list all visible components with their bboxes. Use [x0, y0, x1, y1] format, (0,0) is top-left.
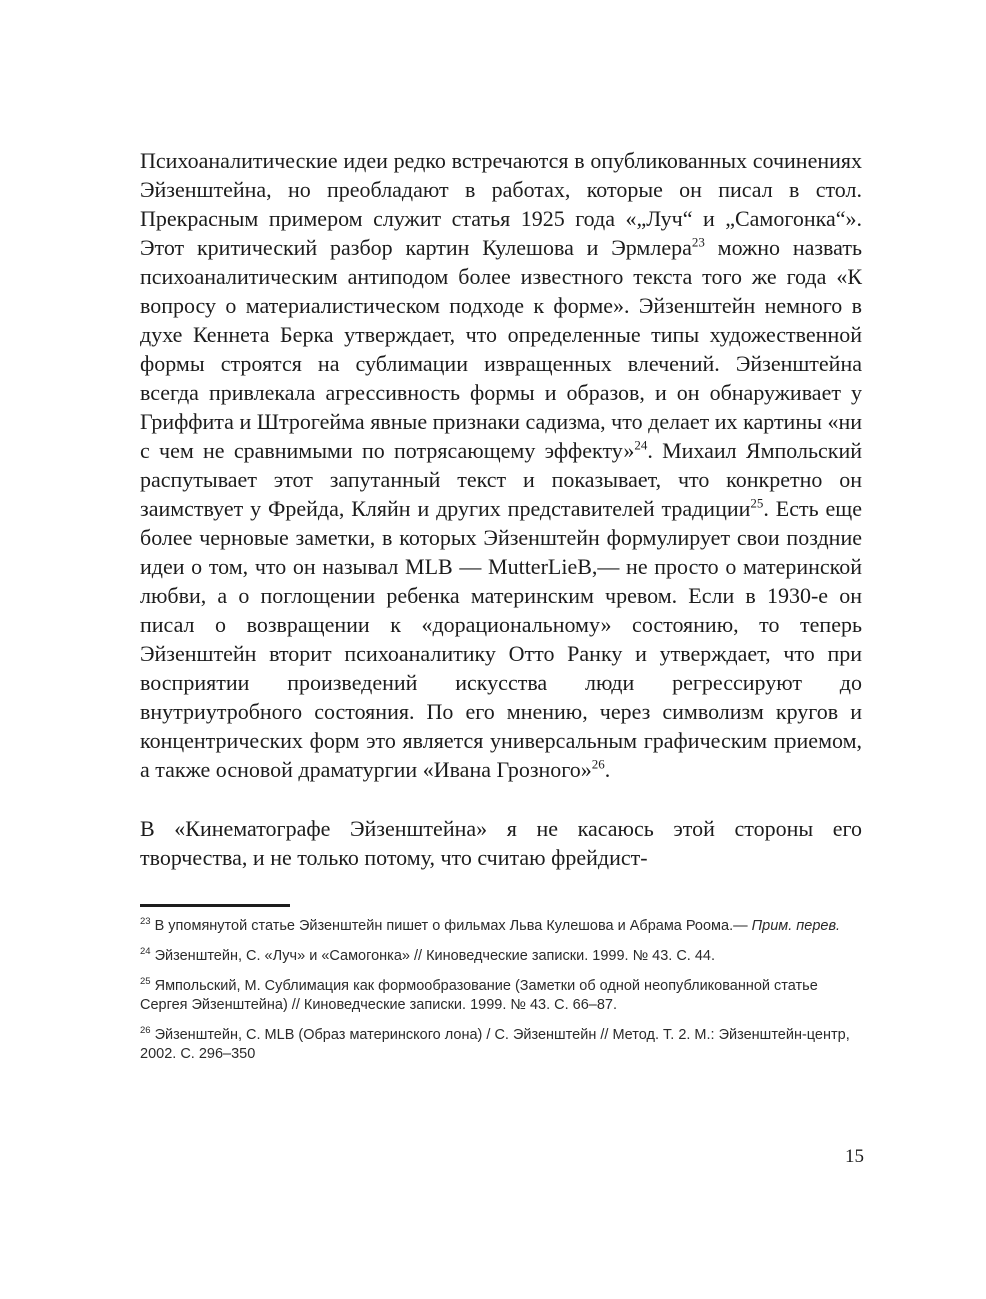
footnote-ref: 24 — [634, 437, 648, 453]
text-column — [140, 146, 862, 1075]
footnote: $^{24}$ Эйзенштейн, С. «Луч» и «Самогонка» // Киноведческие записки. 1999. № 43. С. 44. — [140, 946, 716, 964]
footnote-marker: 24 — [140, 946, 151, 958]
footnote: $^{25}$ Ямпольский, М. Сублимация как формообразование (Заметки об одной неопубликованной статье Сергея Эйзенштейна) // Киноведческие записки. 1999. № 43. С. 66–87. — [140, 976, 818, 1013]
footnote-ref: 23 — [691, 234, 705, 250]
page-number: 15 — [845, 1146, 864, 1167]
footnote-marker: 26 — [140, 1025, 151, 1037]
body-paragraph-1: Психоаналитические идеи редко встречаются в опубликованных сочинениях Эйзенштейна, но преобладают в работах, которые он писал в стол. Прекрасным примером служит статья 1925 года «„Луч“ и „Самогонка“». Этот критический разбор картин Кулешова и Эрмлера$^{23}$ можно назвать психоаналитическим антиподом более известного текста того же года «К вопросу о материалистическом подходе к форме». Эйзенштейн немного в духе Кеннета Берка утверждает, что определенные типы художественной формы строятся на сублимации извращенных влечений. Эйзенштейна всегда привлекала агрессивность формы и образов, и он обнаруживает у Гриффита и Штрогейма явные признаки садизма, что делает их картины «ни с чем не сравнимыми по потрясающему эффекту»$^{24}$. Михаил Ямпольский распутывает этот запутанный текст и показывает, что конкретно он заимствует у Фрейда, Кляйн и других представителей традиции$^{25}$. Есть еще более черновые заметки, в которых Эйзенштейн формулирует свои поздние идеи о том, что он называл MLB — MutterLieB,— не просто о материнской любви, а о поглощении ребенка материнским чревом. Если в 1930-е он писал о возвращении к «дорациональному» состоянию, то теперь Эйзенштейн вторит психоаналитику Отто Ранку и утверждает, что при восприятии произведений искусства люди регрессируют до внутриутробного состояния. По его мнению, через символизм кругов и концентрических форм это является универсальным графическим приемом, а также основой драматургии «Ивана Грозного»$^{26}$. — [140, 148, 862, 782]
italic-text: Прим. перев. — [751, 918, 841, 934]
footnote: $^{26}$ Эйзенштейн, С. MLB (Образ материнского лона) / С. Эйзенштейн // Метод. Т. 2. М.: Эйзенштейн-центр, 2002. С. 296–350 — [140, 1025, 850, 1062]
footnote-marker: 23 — [140, 916, 151, 928]
footnote-ref: 26 — [591, 756, 605, 772]
footnote-marker: 25 — [140, 976, 151, 988]
footnote-ref: 25 — [750, 495, 764, 511]
footnote: $^{23}$ В упомянутой статье Эйзенштейн пишет о фильмах Льва Кулешова и Абрама Роома.— Прим. перев. — [140, 916, 841, 934]
footnotes — [140, 917, 862, 1064]
footnote-separator — [140, 904, 290, 907]
body-paragraph-2: В «Кинематографе Эйзенштейна» я не касаюсь этой стороны его творчества, и не только потому, что считаю фрейдист- — [140, 816, 862, 870]
